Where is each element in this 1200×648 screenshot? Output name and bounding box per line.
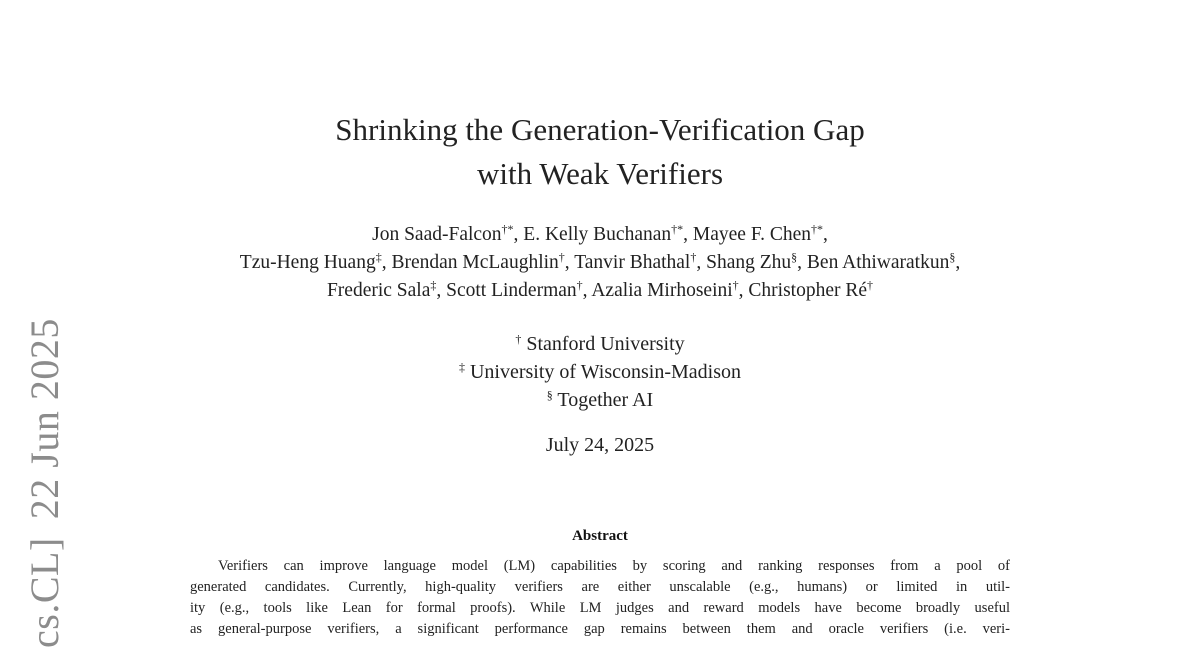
title-line-2: with Weak Verifiers	[476, 156, 724, 191]
author: Jon Saad-Falcon†*,	[372, 222, 524, 245]
author: Frederic Sala‡,	[326, 278, 447, 301]
paper-title	[0, 108, 1200, 196]
author-list	[0, 221, 1200, 305]
author: Tanvir Bhathal†,	[574, 250, 707, 273]
affiliation-together: § Together AI	[546, 388, 654, 411]
abstract-body	[190, 556, 1010, 640]
abstract-line: ity (e.g., tools like Lean for formal proofs). While LM judges and reward models have become broadly useful	[190, 600, 1010, 616]
arxiv-category: cs.CL]	[22, 537, 67, 648]
title-line-1: Shrinking the Generation-Verification Gap	[335, 112, 865, 147]
author: E. Kelly Buchanan†*,	[523, 222, 693, 245]
affiliation-stanford: † Stanford University	[515, 332, 685, 355]
author: Brendan McLaughlin†,	[391, 250, 575, 273]
abstract-line: as general-purpose verifiers, a significant performance gap remains between them and oracle verifiers (i.e. veri-	[190, 621, 1010, 637]
affiliation-wisconsin: ‡ University of Wisconsin-Madison	[458, 360, 742, 383]
author: Scott Linderman†,	[446, 278, 592, 301]
paper-date: July 24, 2025	[545, 434, 655, 456]
author: Mayee F. Chen†*,	[692, 222, 828, 245]
affiliation-list	[0, 330, 1200, 414]
author-line-3	[0, 277, 1200, 305]
author: Christopher Ré†	[748, 278, 874, 301]
abstract-line: generated candidates. Currently, high-quality verifiers are either unscalable (e.g., humans) or limited in util-	[190, 579, 1010, 595]
abstract-line: Verifiers can improve language model (LM) capabilities by scoring and ranking responses from a pool of	[218, 558, 1010, 574]
author-line-2	[0, 249, 1200, 277]
abstract-heading: Abstract	[572, 528, 628, 544]
author: Ben Athiwaratkun§,	[806, 250, 961, 273]
author: Azalia Mirhoseini†,	[591, 278, 749, 301]
author-line-1	[0, 221, 1200, 249]
author: Shang Zhu§,	[706, 250, 807, 273]
arxiv-date: 22 Jun 2025	[22, 318, 67, 520]
author: Tzu-Heng Huang‡,	[239, 250, 392, 273]
